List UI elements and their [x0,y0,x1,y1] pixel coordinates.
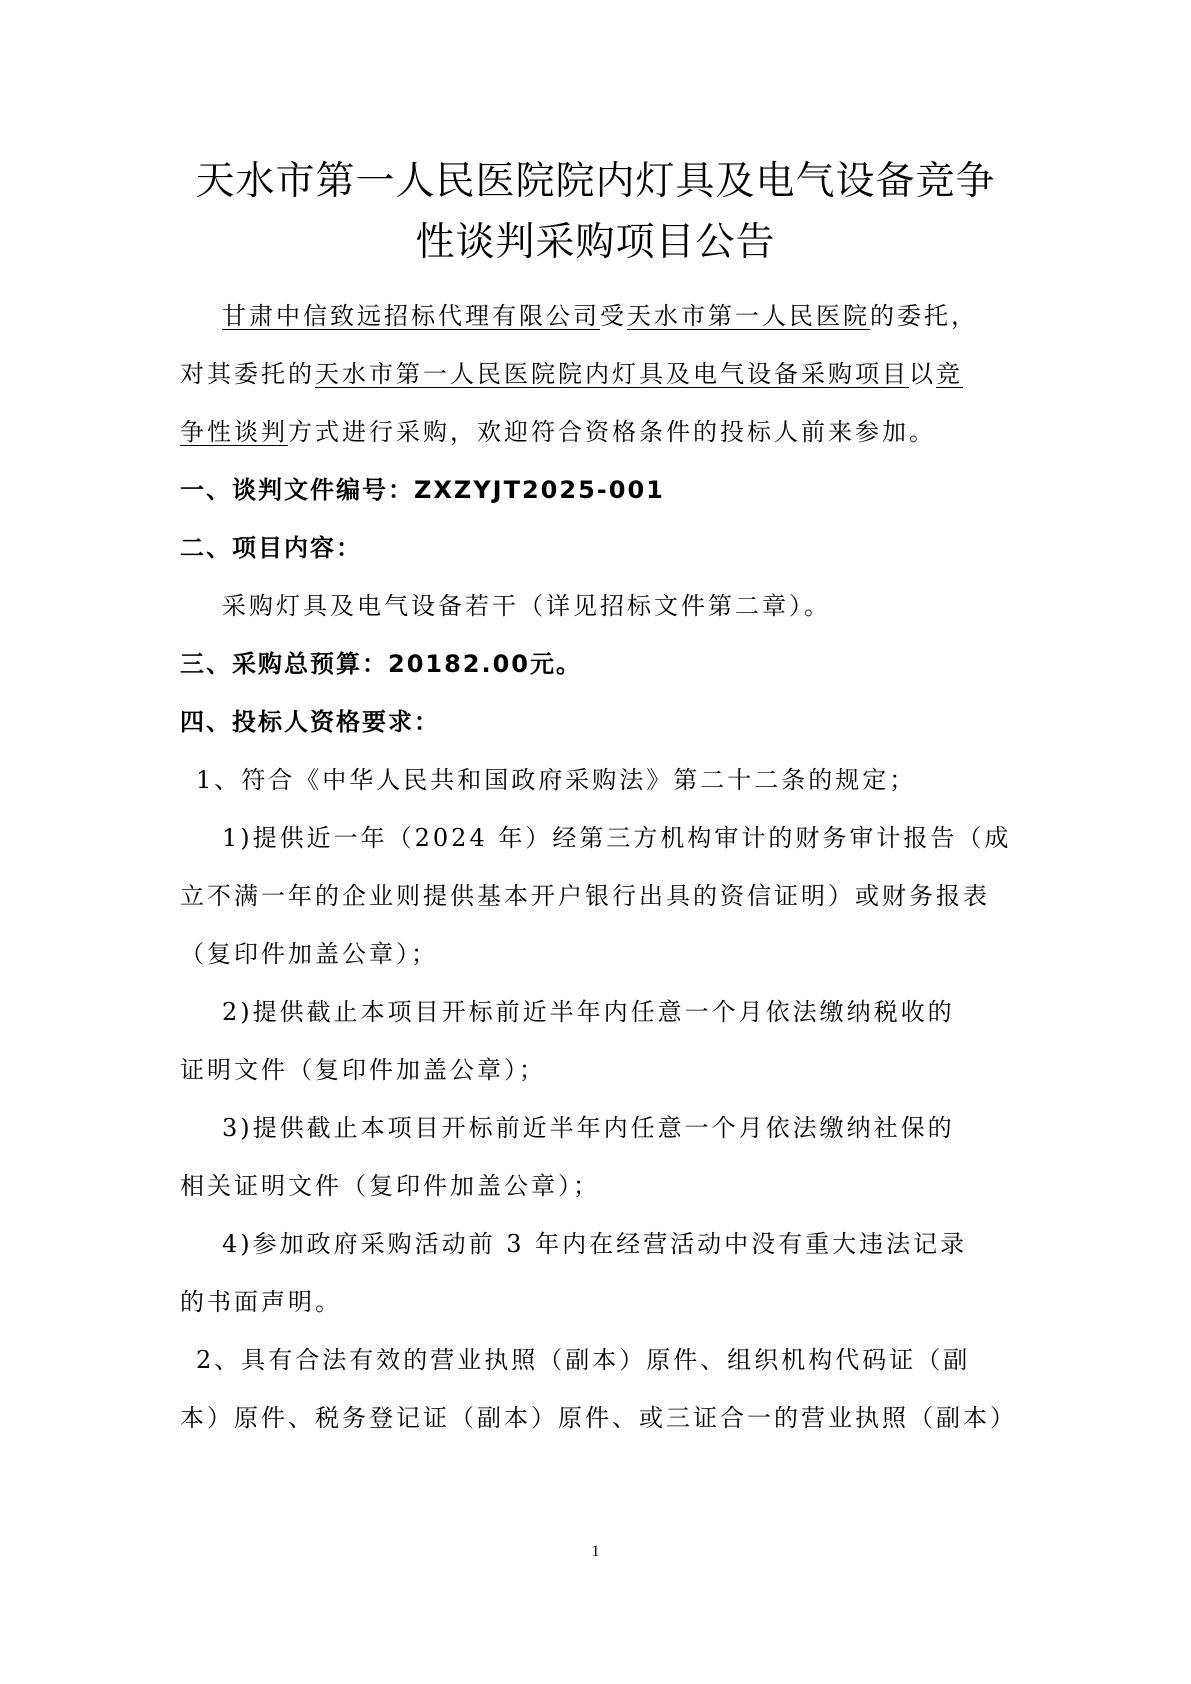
intro-line-3 [180,412,1020,447]
intro-text: 受 [600,302,627,330]
intro-text: 方式进行采购，欢迎符合资格条件的投标人前来参加。 [288,418,936,446]
section-4-heading: 四、投标人资格要求： [180,708,440,736]
section-3-heading: 三、采购总预算：20182.00元。 [180,650,583,678]
procurement-method-part: 竞 [936,360,963,388]
project-name: 天水市第一人民医院院内灯具及电气设备采购项目 [315,360,909,388]
section-2-heading: 二、项目内容： [180,534,362,562]
requirement-1-item-4-line-1: 4)参加政府采购活动前 3 年内在经营活动中没有重大违法记录 [222,1230,968,1258]
section-2-content: 采购灯具及电气设备若干（详见招标文件第二章）。 [222,592,831,620]
requirement-1-item-3-line-1: 3)提供截止本项目开标前近半年内任意一个月依法缴纳社保的 [222,1114,955,1142]
document-title-line-1: 天水市第一人民医院院内灯具及电气设备竞争 [195,159,996,204]
requirement-2-line-1: 2、具有合法有效的营业执照（副本）原件、组织机构代码证（副 [196,1346,971,1374]
requirement-1-item-4-line-2: 的书面声明。 [180,1288,342,1316]
requirement-2-line-2: 本）原件、税务登记证（副本）原件、或三证合一的营业执照（副本） [180,1404,1017,1432]
requirement-1: 1、符合《中华人民共和国政府采购法》第二十二条的规定； [196,766,917,794]
agent-name: 甘肃中信致远招标代理有限公司 [222,302,600,330]
requirement-1-item-2-line-2: 证明文件（复印件加盖公章）； [180,1056,546,1084]
page-number: 1 [591,1543,600,1560]
requirement-1-item-2-line-1: 2)提供截止本项目开标前近半年内任意一个月依法缴纳税收的 [222,998,955,1026]
intro-line-2 [180,354,1020,389]
intro-line-1 [222,296,1020,331]
intro-text: 的委托， [870,302,978,330]
intro-text: 对其委托的 [180,360,315,388]
requirement-1-item-3-line-2: 相关证明文件（复印件加盖公章）； [180,1172,600,1200]
purchaser-name: 天水市第一人民医院 [627,302,870,330]
procurement-method-part: 争性谈判 [180,418,288,446]
requirement-1-item-1-line-1: 1)提供近一年（2024 年）经第三方机构审计的财务审计报告（成 [222,824,1012,852]
requirement-1-item-1-line-2: 立不满一年的企业则提供基本开户银行出具的资信证明）或财务报表 [180,882,990,910]
intro-text: 以 [909,360,936,388]
document-title-line-2: 性谈判采购项目公告 [415,220,776,265]
section-1-heading: 一、谈判文件编号：ZXZYJT2025-001 [180,476,665,504]
requirement-1-item-1-line-3: （复印件加盖公章）； [180,940,438,968]
